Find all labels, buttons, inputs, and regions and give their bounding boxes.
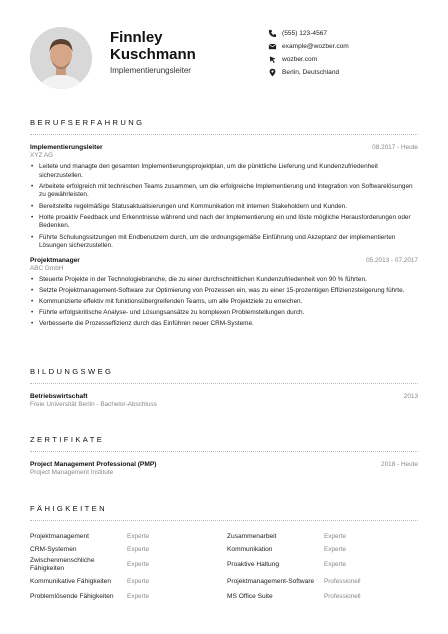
experience-heading: BERUFSERFAHRUNG [30,118,418,135]
skills-section [30,504,418,603]
skill-level: Experte [127,561,150,568]
skill-level: Experte [324,533,347,540]
bullet-item: • Steuerte Projekte in der Technologiebranche, die zu einer durchschnittlichen Kundenzufriedenheit von 90 % führten. [30,276,418,285]
bullet-item: • Führte Schulungssitzungen mit Endbenutzern durch, um die ordnungsgemäße Einführung und Akzeptanz der implementierten Lösungen sicherzustellen. [30,234,418,251]
skill-level: Experte [127,546,150,553]
contact-location [268,66,428,79]
first-name: Finnley [110,29,163,46]
job-entry [30,257,418,329]
certificates-section [30,435,418,476]
location-pin-icon [268,68,277,77]
skill-name: Proaktive Haltung [227,560,280,568]
candidate-name [110,29,250,63]
bullet-item: • Führte erfolgskritische Analyse- und Lösungsansätze zu komplexen Problemstellungen durch. [30,309,418,318]
last-name: Kuschmann [110,46,196,63]
candidate-role: Implementierungsleiter [110,66,191,75]
bullet-item: • Leitete und managte den gesamten Implementierungsprojektplan, um die pünktliche Lieferung und Kundenzufriedenheit sicherzustellen. [30,163,418,180]
job-bullets [30,276,418,329]
skills-grid [30,530,418,603]
skill-level: Experte [127,578,150,585]
phone-icon [268,29,277,38]
skill-level: Professionell [324,593,361,600]
contact-phone [268,27,428,40]
degree-title: Betriebswirtschaft [30,393,88,400]
skill-level: Experte [324,546,347,553]
skill-name: Projektmanagement-Software [227,577,315,585]
certificate-entry [30,461,418,476]
mail-icon [268,42,277,51]
skill-name: Problemlösende Fähigkeiten [30,592,114,600]
skill-name: Kommunikation [227,545,273,553]
email-text: example@wozber.com [282,43,349,50]
skill-level: Experte [127,533,150,540]
school-name: Freie Universität Berlin - Bachelor-Abschluss [30,401,157,408]
education-entry [30,393,418,408]
experience-section [30,118,418,332]
bullet-item: • Arbeitete erfolgreich mit technischen Teams zusammen, um die erfolgreiche Implementierung und Integration von Softwarelösungen zu gewährleisten. [30,183,418,200]
skill-level: Experte [324,561,347,568]
phone-text: (555) 123-4567 [282,30,328,37]
education-heading: BILDUNGSWEG [30,367,418,384]
bullet-item: • Verbesserte die Prozesseffizienz durch das Einführen neuer CRM-Systeme. [30,320,418,329]
bullet-item: • Holte proaktiv Feedback und Erkenntnisse während und nach der Implementierung ein und löste mögliche Herausforderungen oder Bedenken. [30,214,418,231]
job-company: ABC GmbH [30,264,64,272]
website-text: wozber.com [282,56,318,63]
certificates-heading: ZERTIFIKATE [30,435,418,452]
skill-name: Projektmanagement [30,532,90,540]
bullet-item: • Kommunizierte effektiv mit funktionsübergreifenden Teams, um alle Projektziele zu erreichen. [30,298,418,307]
skill-name: MS Office Suite [227,592,273,600]
skill-name: Zusammenarbeit [227,532,277,540]
job-title: Implementierungsleiter [30,144,103,151]
job-dates: 05.2013 - 07.2017 [366,256,418,264]
skill-level: Professionell [324,578,361,585]
profile-photo [30,27,92,89]
certificate-name: Project Management Professional (PMP) [30,461,157,468]
cursor-icon [268,55,277,64]
education-section [30,367,418,408]
skill-level: Experte [127,593,150,600]
person-photo-icon [30,27,92,89]
contact-email [268,40,428,53]
skill-name: Zwischenmenschliche Fähigkeiten [30,557,95,572]
bullet-item: • Bereitstellte regelmäßige Statusaktualisierungen und Kommunikation mit internen Stakeholdern und Kunden. [30,203,418,212]
certificate-dates: 2018 - Heute [381,461,418,468]
certificate-issuer: Project Management Institute [30,469,114,476]
bullet-item: • Setzte Projektmanagement-Software zur Optimierung von Prozessen ein, was zu einer 15-prozentigen Effizienzsteigerung führte. [30,287,418,296]
job-company: XYZ AG [30,152,54,159]
skill-name: CRM-Systemen [30,545,77,553]
location-text: Berlin, Deutschland [282,69,340,76]
job-bullets [30,163,418,251]
job-dates: 08.2017 - Heute [372,144,418,151]
job-entry [30,144,418,251]
skill-name: Kommunikative Fähigkeiten [30,577,111,585]
resume-header [30,27,420,91]
education-year: 2013 [403,393,418,400]
job-title: Projektmanager [30,256,80,264]
skills-heading: FÄHIGKEITEN [30,504,418,521]
contact-website [268,53,428,66]
contact-list [268,27,428,79]
